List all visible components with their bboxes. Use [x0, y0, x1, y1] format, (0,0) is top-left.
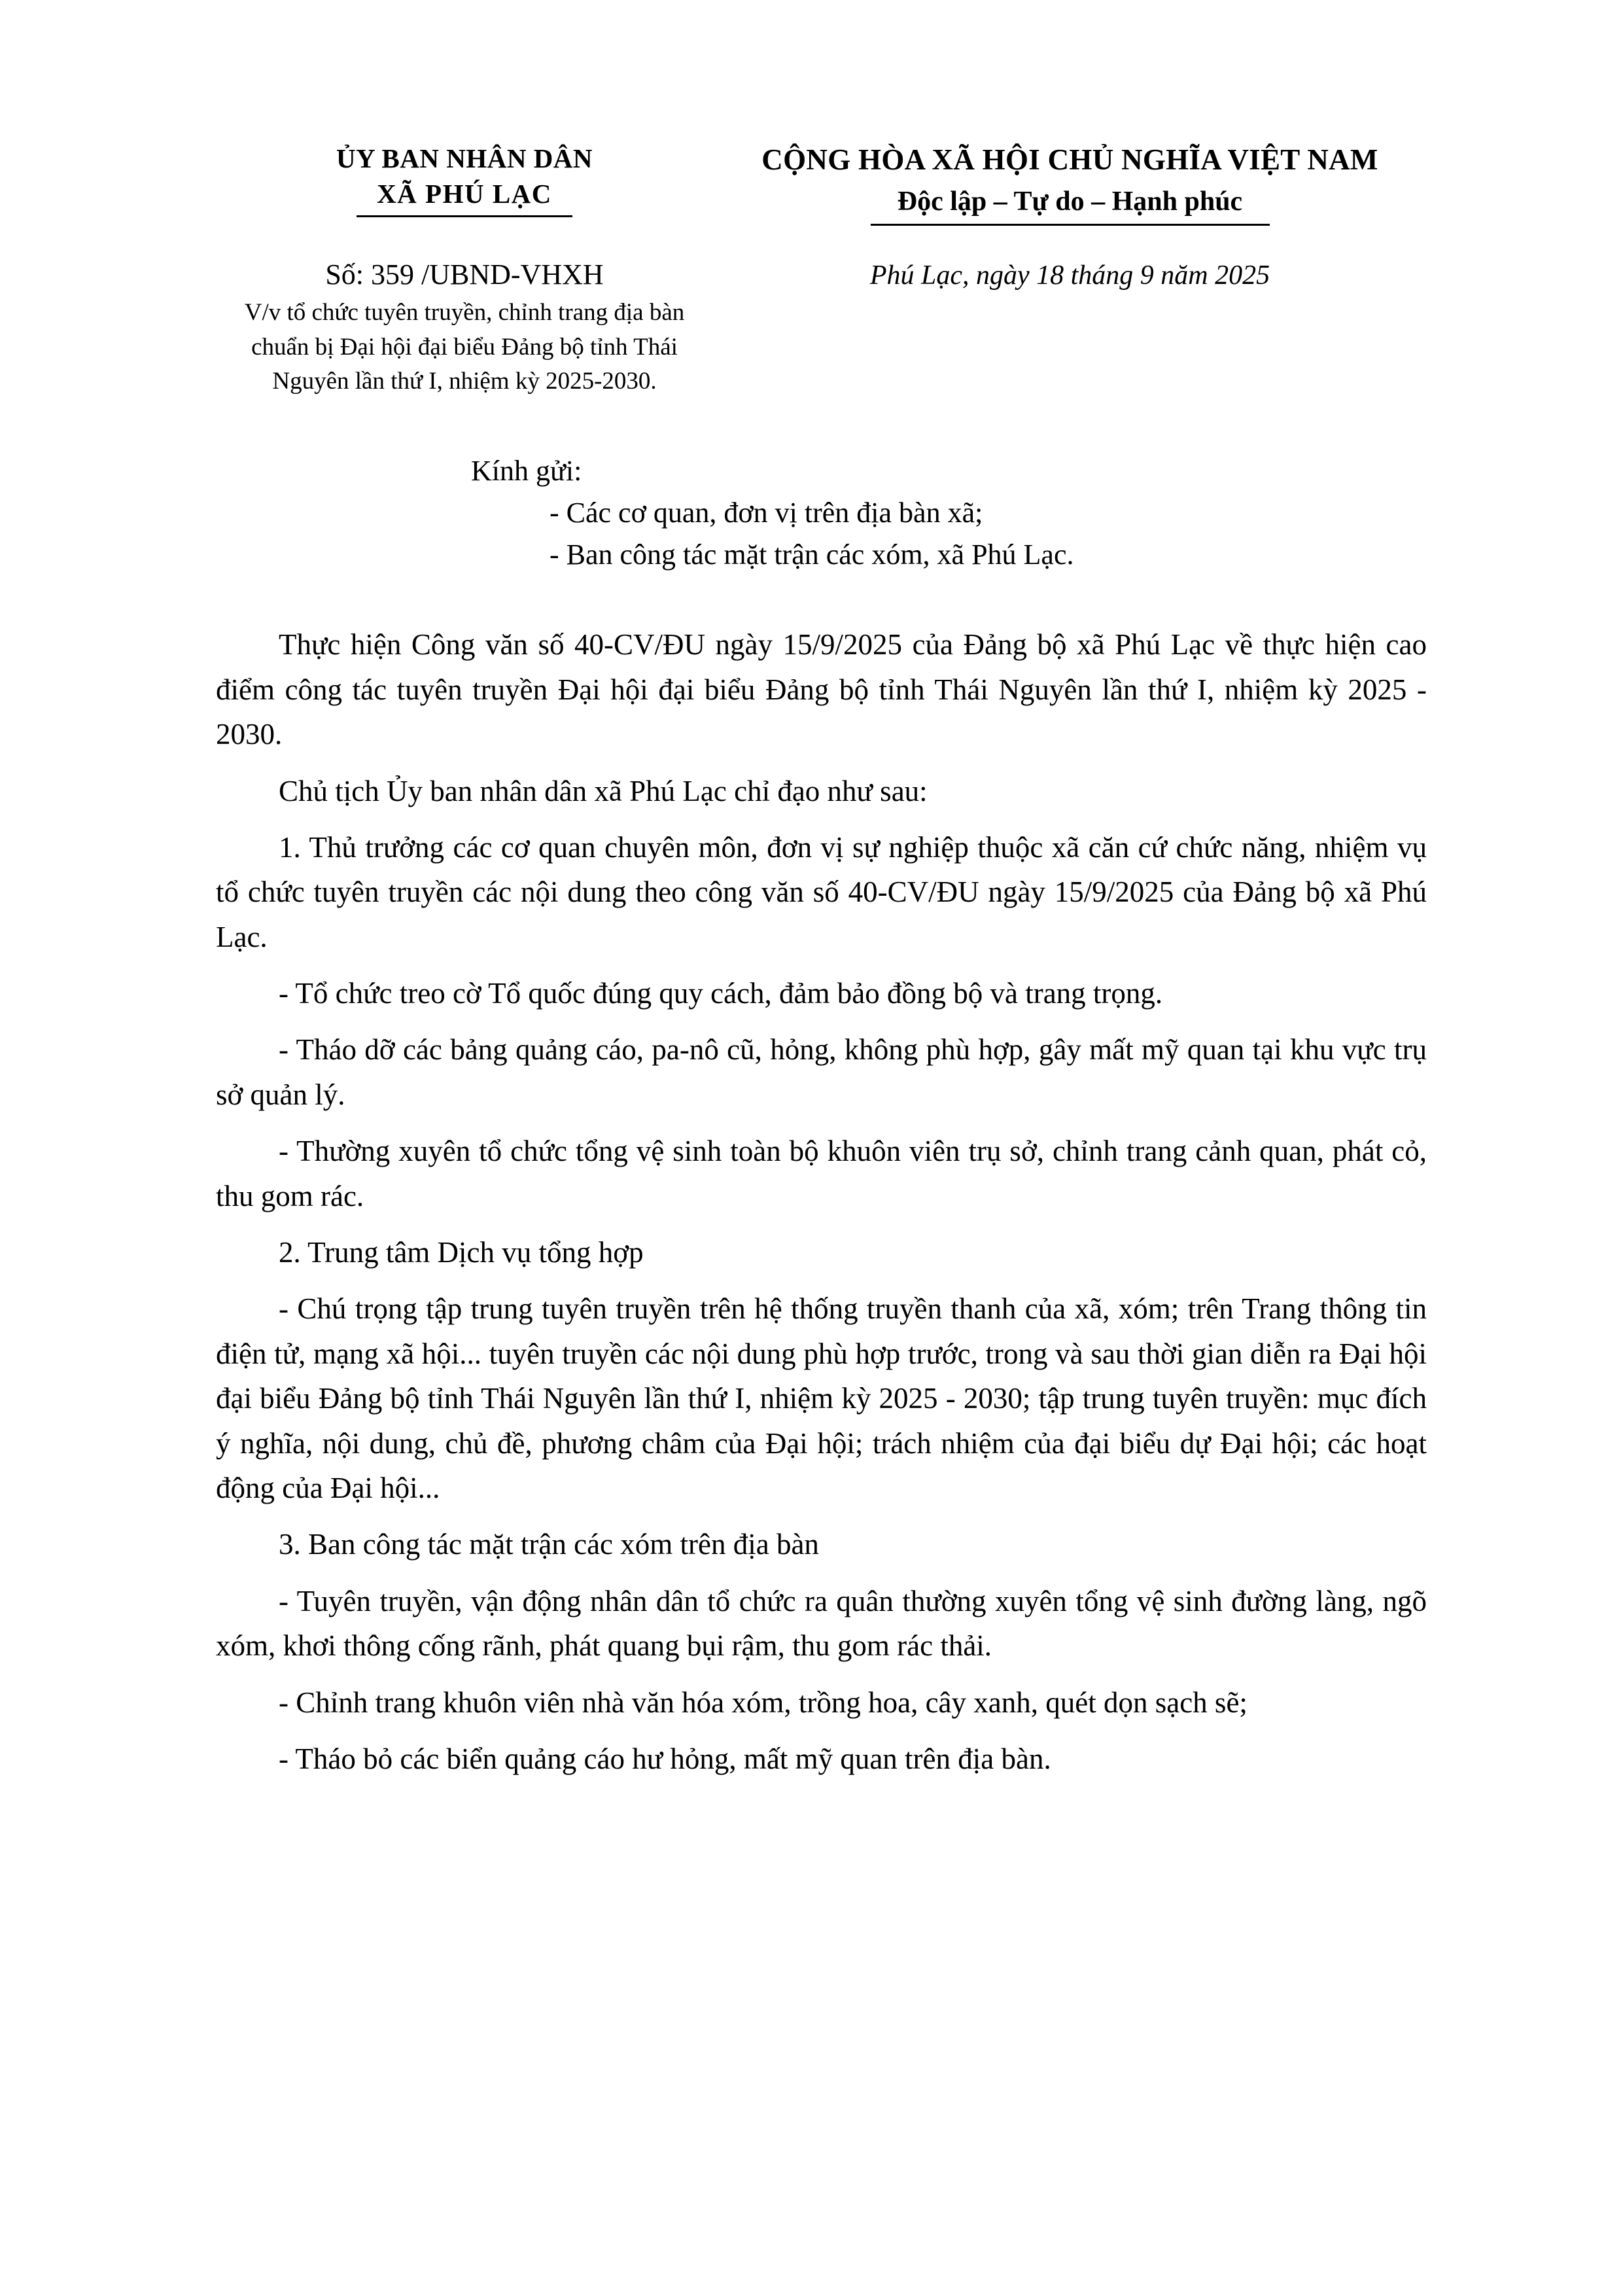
- body-paragraph: 3. Ban công tác mặt trận các xóm trên địa bàn: [279, 1528, 819, 1561]
- document-meta: [216, 256, 1427, 399]
- body-paragraph: - Chỉnh trang khuôn viên nhà văn hóa xóm, trồng hoa, cây xanh, quét dọn sạch sẽ;: [279, 1686, 1248, 1719]
- body-paragraph: - Tháo bỏ các biển quảng cáo hư hỏng, mất mỹ quan trên địa bàn.: [279, 1742, 1051, 1775]
- place-date-block: [713, 256, 1427, 291]
- body-paragraph: - Thường xuyên tổ chức tổng vệ sinh toàn bộ khuôn viên trụ sở, chỉnh trang cảnh quan, phát cỏ, thu gom rác.: [216, 1135, 1427, 1212]
- body-paragraph: - Chú trọng tập trung tuyên truyền trên hệ thống truyền thanh của xã, xóm; trên Trang thông tin điện tử, mạng xã hội... tuyên truyền các nội dung phù hợp trước, trong và sau thời gian diễn ra Đại hội đại biểu Đảng bộ tỉnh Thái Nguyên lần thứ I, nhiệm kỳ 2025 - 2030; tập trung tuyên truyền: mục đích ý nghĩa, nội dung, chủ đề, phương châm của Đại hội; trách nhiệm của đại biểu dự Đại hội; các hoạt động của Đại hội...: [216, 1292, 1427, 1504]
- document-number: Số: 359 /UBND-VHXH: [325, 258, 604, 291]
- body-paragraph: Thực hiện Công văn số 40-CV/ĐU ngày 15/9/2025 của Đảng bộ xã Phú Lạc về thực hiện cao điểm công tác tuyên truyền Đại hội đại biểu Đảng bộ tỉnh Thái Nguyên lần thứ I, nhiệm kỳ 2025 - 2030.: [216, 628, 1427, 751]
- document-subject: V/v tổ chức tuyên truyền, chỉnh trang địa bàn chuẩn bị Đại hội đại biểu Đảng bộ tỉnh Thái Nguyên lần thứ I, nhiệm kỳ 2025-2030.: [244, 299, 685, 395]
- national-title: CỘNG HÒA XÃ HỘI CHỦ NGHĨA VIỆT NAM: [761, 143, 1378, 176]
- header-divider-left: [357, 215, 572, 217]
- body-paragraph: 1. Thủ trưởng các cơ quan chuyên môn, đơn vị sự nghiệp thuộc xã căn cứ chức năng, nhiệm vụ tổ chức tuyên truyền các nội dung theo công văn số 40-CV/ĐU ngày 15/9/2025 của Đảng bộ xã Phú Lạc.: [216, 830, 1427, 953]
- body-paragraph: - Tổ chức treo cờ Tổ quốc đúng quy cách, đảm bảo đồng bộ và trang trọng.: [279, 977, 1163, 1010]
- issuing-authority-block: [216, 141, 713, 217]
- document-reference-block: [216, 256, 713, 399]
- document-body: [216, 622, 1427, 1781]
- body-paragraph: - Tháo dỡ các bảng quảng cáo, pa-nô cũ, hỏng, không phù hợp, gây mất mỹ quan tại khu vực trụ sở quản lý.: [216, 1033, 1427, 1111]
- issuing-authority-line-2: XÃ PHÚ LẠC: [377, 179, 552, 209]
- body-paragraph: Chủ tịch Ủy ban nhân dân xã Phú Lạc chỉ đạo như sau:: [279, 774, 928, 807]
- recipients-label: Kính gửi:: [471, 454, 582, 487]
- recipient-item: - Các cơ quan, đơn vị trên địa bàn xã;: [550, 496, 983, 529]
- recipient-item: - Ban công tác mặt trận các xóm, xã Phú Lạc.: [550, 538, 1074, 571]
- place-and-date: Phú Lạc, ngày 18 tháng 9 năm 2025: [869, 260, 1270, 291]
- document-header: [216, 0, 1427, 226]
- issuing-authority-line-1: ỦY BAN NHÂN DÂN: [336, 143, 593, 173]
- header-divider-right: [871, 224, 1270, 226]
- body-paragraph: 2. Trung tâm Dịch vụ tổng hợp: [279, 1236, 644, 1269]
- recipients-block: [216, 450, 1427, 575]
- national-heading-block: [713, 141, 1427, 226]
- body-paragraph: - Tuyên truyền, vận động nhân dân tổ chức ra quân thường xuyên tổng vệ sinh đường làng, ngõ xóm, khơi thông cống rãnh, phát quang bụi rậm, thu gom rác thải.: [216, 1584, 1427, 1663]
- national-motto: Độc lập – Tự do – Hạnh phúc: [897, 186, 1243, 217]
